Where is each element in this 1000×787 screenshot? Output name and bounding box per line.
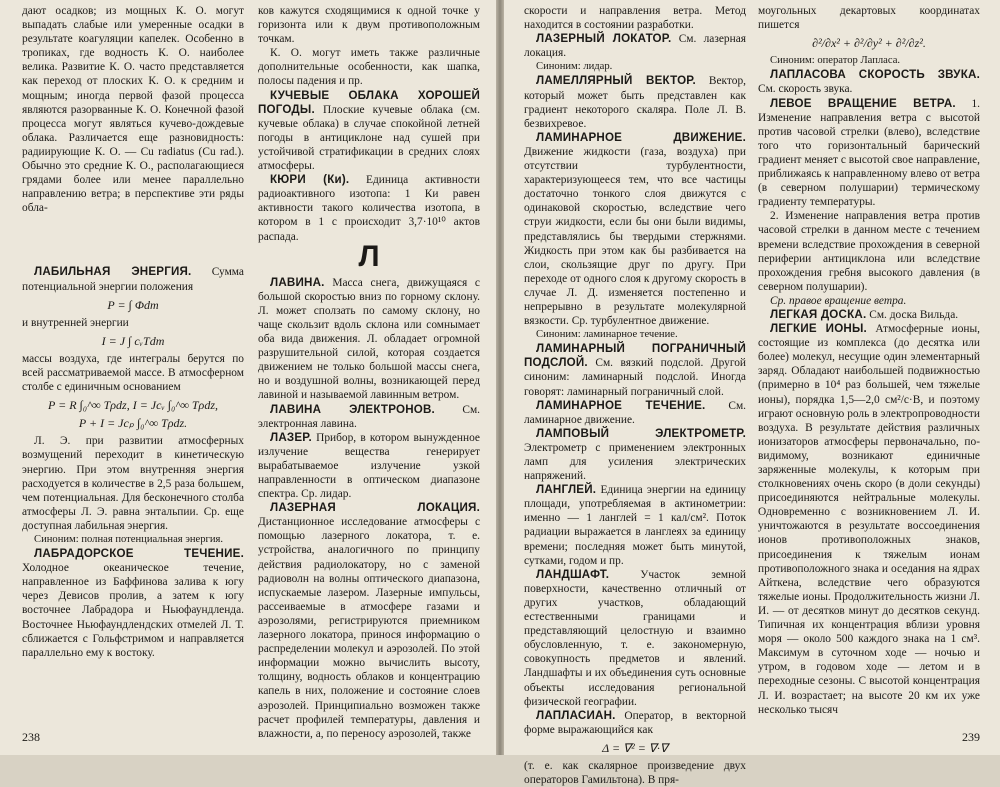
headword: ЛАМИНАРНОЕ ТЕЧЕНИЕ. <box>536 398 706 412</box>
paragraph: ков кажутся сходящимися к одной точке у горизонта или к двум противоположным точкам. <box>258 5 480 46</box>
headword: ЛАЗЕРНАЯ ЛОКАЦИЯ. <box>270 501 480 515</box>
right-column-2 <box>758 4 980 717</box>
headword: ЛАПЛАСОВА СКОРОСТЬ ЗВУКА. <box>770 68 980 82</box>
entry-text: 2. Изменение направления ветра против часовой стрелки в данном месте с течением времени вследствие прохождения в северной периферии антициклона или вследствие прохождения гребня высокого давления (в северном полушарии). <box>758 210 980 293</box>
entry-electron-avalanche <box>258 403 480 431</box>
headword: ЛАПЛАСИАН. <box>536 708 616 722</box>
left-column-1 <box>22 4 244 660</box>
headword: КЮРИ (Ки). <box>270 173 350 187</box>
entry-text: См. ламинарное движение. <box>524 399 746 426</box>
entry-text: Л. Э. при развитии атмосферных возмущений переходит в кинетическую энергию. При этом внутренняя энергия расходуется в количестве в 2,5 раза большем, чем потенциальная. Для бесконечного столба атмосферы Л. Э. равна энтальпии. Ср. еще доступная лабильная энергия. <box>22 435 244 532</box>
paragraph: скорости и направления ветра. Метод находится в состоянии разработки. <box>524 5 746 32</box>
headword: ЛАВИНА. <box>270 275 325 289</box>
entry-laminar-flow <box>524 399 746 427</box>
entry-avalanche <box>258 276 480 403</box>
entry-lamellar-vector <box>524 74 746 130</box>
paragraph: моугольных декартовых координатах пишется <box>758 5 980 32</box>
headword: ЛАЗЕР. <box>270 430 312 444</box>
entry-text: Движение жидкости (газа, воздуха) при отсутствии турбулентности, характеризующееся тем, что все частицы достаточно тонкого слоя движутся с одинаковой скоростью, вследствие чего струи жидкости, если бы они были видимы, представлялись бы твердыми стержнями. Жидкость при этом как бы разбивается на слои, скользящие друг по другу. При переходе от одного слоя к другому скорость в случае Л. Д. изменяется постепенно и непрерывно в результате молекулярной вязкости. Ср. турбулентное движение. <box>524 145 746 328</box>
entry-text: См. доска Вильда. <box>869 308 959 321</box>
cross-reference: Ср. правое вращение ветра. <box>770 294 907 307</box>
entry-text: и внутренней энергии <box>22 316 129 329</box>
entry-text: Единица активности радиоактивного изотопа: 1 Ки равен активности такого количества изотопа, в котором в 1 с происходит 3,7·10¹⁰ актов распада. <box>258 174 480 243</box>
left-page <box>0 0 496 755</box>
entry-laser-locator <box>524 32 746 60</box>
headword: ЛАМЕЛЛЯРНЫЙ ВЕКТОР. <box>536 74 696 88</box>
entry-text: массы воздуха, где интегралы берутся по всей рассматриваемой массе. В атмосферном столбе с единичным основанием <box>22 352 244 394</box>
entry-text: См. лазерная локация. <box>524 33 746 60</box>
entry-langley <box>524 483 746 568</box>
entry-text: См. вязкий подслой. Другой синоним: ламинарный подслой. Иногда говорят: ламинарный пограничный слой. <box>524 357 746 398</box>
headword: ЛАНГЛЕЙ. <box>536 483 597 497</box>
headword: ЛЕВОЕ ВРАЩЕНИЕ ВЕТРА. <box>770 96 956 110</box>
entry-fair-weather-cumulus <box>258 89 480 174</box>
headword: ЛАЗЕРНЫЙ ЛОКАТОР. <box>536 32 672 46</box>
entry-tube-electrometer <box>524 427 746 483</box>
entry-laser-location <box>258 501 480 741</box>
entry-text: Сумма потенциальной энергии положения <box>22 266 244 293</box>
entry-wind-backing <box>758 97 980 210</box>
headword: ЛАМПОВЫЙ ЭЛЕКТРОМЕТР. <box>536 426 746 440</box>
entry-laplace-sound-speed <box>758 68 980 96</box>
entry-landscape <box>524 568 746 709</box>
formula: Δ = ∇² = ∇·∇ <box>602 740 668 755</box>
entry-text: Единица энергии на единицу площади, употребляемая в актинометрии: именно — 1 ланглей = 1 кал/см². Поток радиации выражается в ланглеях за единицу времени; последняя может быть минутой, сутками, годом и пр. <box>524 484 746 567</box>
section-letter: Л <box>358 239 380 273</box>
formula: ∂²/∂x² + ∂²/∂y² + ∂²/∂z². <box>812 36 926 51</box>
right-page <box>504 0 1000 787</box>
headword: ЛЕГКАЯ ДОСКА. <box>770 307 867 321</box>
headword: ЛАМИНАРНОЕ ДВИЖЕНИЕ. <box>536 130 746 144</box>
formula: P = R ∫₀^∞ Tρdz, I = Jcᵥ ∫₀^∞ Tρdz, <box>47 398 218 413</box>
entry-text: Атмосферные ионы, состоящие из комплекса (до десятка или более) молекул, несущие один элементарный заряд. Обладают наибольшей подвижностью (примерно в 10⁴ раз большей, чем тяжелые ионы), порядка 1,5—2,0 см²/с·В, и поэтому играют основную роль в электропроводности воздуха. В результате действия различных ионизаторов атмосферы первоначально, по-видимому, возникают единичные заряженные молекулы, к которым при столкновениях очень скоро (в доли секунды) присоединяются нейтральные молекулы. Одновременно с возникновением Л. И. уничтожаются в результате воссоединения ионов противоположных знаков, присоединения к тяжелым ионам противоположного знака и оседания на ядрах Айткена, вследствие чего образуются тяжелые ионы. Продолжительность жизни Л. И. — от десятков минут до десятков секунд. Типичная их концентрация вблизи уровня моря — около 500 каждого знака на 1 см³. Максимум в суточном ходе — ночью и утром, в годовом ходе — летом и в переходные сезоны. С высотой концентрация Л. И. возрастает; на высоте 20 км их уже несколько тысяч <box>758 323 980 716</box>
synonym: Синоним: лидар. <box>536 61 613 73</box>
entry-text: (т. е. как скалярное произведение двух операторов Гамильтона). В пря- <box>524 759 746 787</box>
headword: ЛАБРАДОРСКОЕ ТЕЧЕНИЕ. <box>34 547 244 561</box>
entry-text: Электрометр с применением электронных ламп для усиления электрических напряжений. <box>524 441 746 483</box>
entry-laminar-motion <box>524 131 746 328</box>
synonym: Синоним: полная потенциальная энергия. <box>34 534 224 545</box>
page-number: 239 <box>962 730 980 744</box>
entry-text: Участок земной поверхности, качественно отличный от других участков, обладающий естественными границами и представляющий целостную и взаимно обусловленную, т. е. закономерную, совокупность предметов и явлений. Ландшафты и их объединения суть основные объекты исследования региональной физической географии. <box>524 568 746 708</box>
paragraph: К. О. могут иметь также различные дополнительные особенности, как шапка, полосы падения и пр. <box>258 47 480 88</box>
entry-text: См. электронная лавина. <box>258 403 480 430</box>
entry-text: Прибор, в котором вынужденное излучение вещества генерирует вырабатываемое излучение узкой направленности в оптическом диапазоне спектра. Ср. лидар. <box>258 431 480 501</box>
page-number: 238 <box>22 730 40 744</box>
entry-text: Масса снега, движущаяся с большой скоростью вниз по горному склону. Л. может сползать по самому склону, но чаще скользит вдоль склона или сомнымает оба вида движения. Л. обладает огромной разрушительной силой, которая создается движением не только большой массы снега, но и воздушной волны, возникающей перед лавиной и называемой лавинным ветром. <box>258 276 480 402</box>
entry-text: Оператор, в векторной форме выражающийся как <box>524 709 746 736</box>
headword: ЛАБИЛЬНАЯ ЭНЕРГИЯ. <box>34 265 192 279</box>
entry-curie <box>258 173 480 243</box>
entry-text: Дистанционное исследование атмосферы с помощью лазерного локатора, т. е. устройства, аналогичного по принципу действия радиолокатору, но с заменой радиоволн на волны оптического диапазона, испускаемые лазером. Лазерные импульсы, рассеиваемые в атмосфере газами и аэрозолями, регистрируются приемником лазерного локатора, принося информацию о распределении молекул и аэрозолей. По этой информации можно вычислить высоту, толщину, водность облаков и концентрацию капель в них, положение и состояние слоев аэрозолей. Принципиально возможен также расчет профилей температуры, давления и влажности, а, по переносу аэрозолей, также <box>258 516 480 740</box>
right-column-1 <box>524 4 746 787</box>
formula: I = J ∫ cᵥTdm <box>101 333 165 348</box>
headword: КУЧЕВЫЕ ОБЛАКА ХОРОШЕЙ ПОГОДЫ. <box>258 88 480 116</box>
entry-laser <box>258 431 480 501</box>
book-gutter <box>496 0 504 755</box>
entry-laminar-sublayer <box>524 342 746 398</box>
entry-text: См. скорость звука. <box>758 83 853 96</box>
entry-light-ions <box>758 322 980 717</box>
headword: ЛАМИНАРНЫЙ ПОГРАНИЧНЫЙ ПОДСЛОЙ. <box>524 342 746 370</box>
entry-text: Вектор, который может быть представлен как градиент некоторого скаляра. Поле Л. В. безвихревое. <box>524 75 746 130</box>
entry-labrador-current <box>22 547 244 660</box>
formula: P + I = Jcₚ ∫₀^∞ Tρdz. <box>78 416 188 431</box>
entry-light-board <box>758 308 980 322</box>
entry-text: Плоские кучевые облака (см. кучевые облака) в случае спокойной летней погоды в антициклоне над сушей при устойчивой стратификации в средних слоях атмосферы. <box>258 103 480 173</box>
entry-laplacian <box>524 709 746 737</box>
formula: P = ∫ Φdm <box>107 297 159 312</box>
headword: ЛАВИНА ЭЛЕКТРОНОВ. <box>270 402 435 416</box>
synonym: Синоним: ламинарное течение. <box>536 329 678 341</box>
synonym: Синоним: оператор Лапласа. <box>770 55 901 67</box>
headword: ЛЕГКИЕ ИОНЫ. <box>770 322 867 336</box>
entry-labile-energy <box>22 265 244 293</box>
entry-text: 1. Изменение направления ветра с высотой против часовой стрелки (влево), вследствие того что горизонтальный барический градиент меняет с высотой свое направление, приближаясь к направленному влево от ветра (в северном полушарии) термическому градиенту температуры. <box>758 97 980 209</box>
paragraph: дают осадков; из мощных К. О. могут выпадать слабые или умеренные осадки в результате коагуляции капелек. Особенно в тропиках, где водность К. О. наиболее велика. Развитие К. О. часто представляется как переход от плоских К. О. к средним и мощным; иногда первой фазой процесса являются разорванные К. О. Конечной фазой процесса могут являться кучево-дождевые облака. Различается еще разновидность: радиирующие К. О. — Cu radiatus (Cu rad.). Обычно это средние К. О., располагающиеся грядами более или менее параллельно направлению ветра; в перспективе эти ряды обла- <box>22 5 244 215</box>
left-column-2 <box>258 4 480 741</box>
headword: ЛАНДШАФТ. <box>536 567 610 581</box>
entry-text: Холодное океаническое течение, направленное из Баффинова залива к югу через Девисов пролив, а затем к югу восточнее Лабрадора и Ньюфаундленда. Восточнее Ньюфаундлендских отмелей Л. Т. сближается с Гольфстримом и направляется параллельно ему к востоку. <box>22 562 244 659</box>
